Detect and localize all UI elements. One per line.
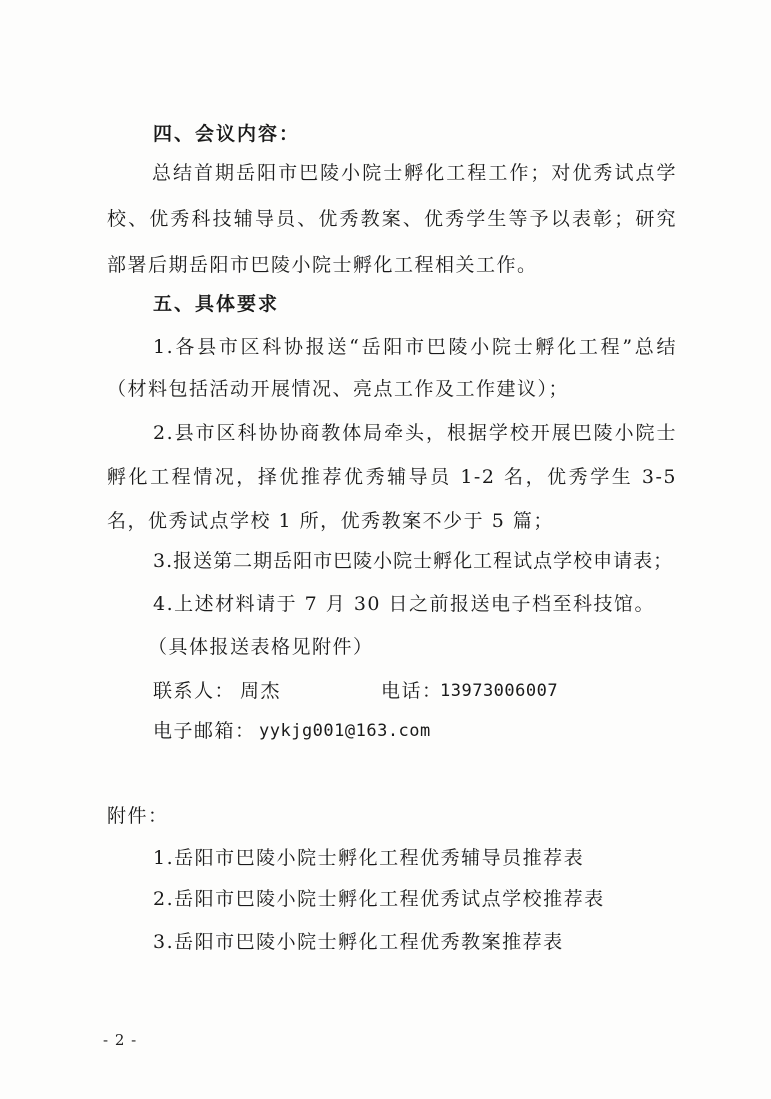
attachment-item: 2.岳阳市巴陵小院士孵化工程优秀试点学校推荐表	[153, 888, 605, 910]
requirement-item: 3.报送第二期岳阳市巴陵小院士孵化工程试点学校申请表；	[153, 550, 674, 572]
attachment-item: 1.岳阳市巴陵小院士孵化工程优秀辅导员推荐表	[153, 847, 585, 869]
attachment-item: 3.岳阳市巴陵小院士孵化工程优秀教案推荐表	[153, 931, 564, 953]
contact-person-label: 联系人：	[153, 680, 236, 702]
section-heading-requirements: 五、具体要求	[153, 293, 280, 315]
contact-person-name: 周杰	[240, 680, 282, 702]
attachments-heading: 附件：	[107, 805, 169, 827]
page-number: - 2 -	[103, 1031, 138, 1049]
attachment-note: （具体报送表格见附件）	[148, 636, 374, 658]
paragraph-line: 总结首期岳阳市巴陵小院士孵化工程工作；对优秀试点学	[152, 162, 677, 184]
requirement-item: 1.各县市区科协报送“岳阳市巴陵小院士孵化工程”总结	[153, 336, 677, 358]
section-heading-meeting-content: 四、会议内容：	[153, 123, 301, 145]
paragraph-line: 校、优秀科技辅导员、优秀教案、优秀学生等予以表彰；研究	[107, 208, 677, 230]
contact-phone: 13973006007	[440, 681, 559, 701]
contact-phone-label: 电话：	[381, 680, 443, 702]
requirement-item: 2.县市区科协协商教体局牵头，根据学校开展巴陵小院士	[153, 422, 677, 444]
requirement-item-continued: 孵化工程情况，择优推荐优秀辅导员 1-2 名，优秀学生 3-5	[107, 466, 677, 488]
requirement-item-continued: （材料包括活动开展情况、亮点工作及工作建议）；	[107, 378, 570, 400]
contact-email-label: 电子邮箱：	[153, 720, 256, 742]
requirement-item-continued: 名，优秀试点学校 1 所，优秀教案不少于 5 篇；	[107, 510, 554, 532]
requirement-item: 4.上述材料请于 7 月 30 日之前报送电子档至科技馆。	[153, 593, 656, 615]
contact-email: yykjg001@163.com	[259, 721, 431, 741]
paragraph-line: 部署后期岳阳市巴陵小院士孵化工程相关工作。	[107, 254, 538, 276]
